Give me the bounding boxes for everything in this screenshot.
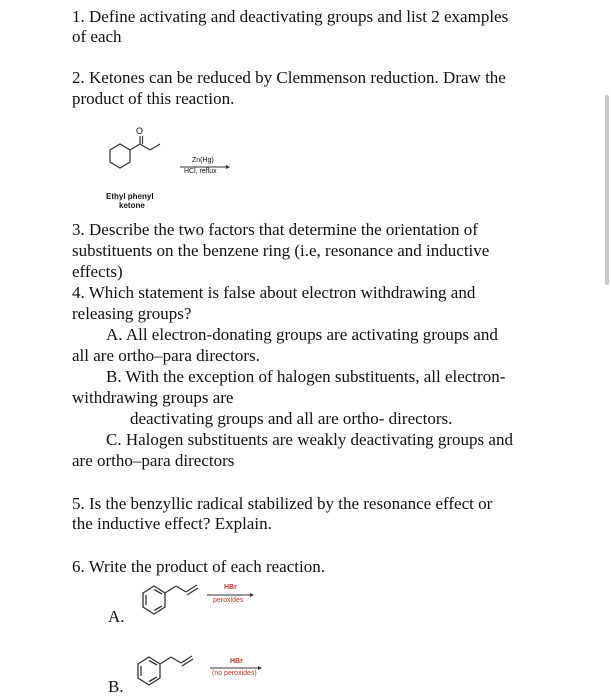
q6-part-b-label: B. <box>108 677 124 696</box>
reagent-no-peroxides: (no peroxides) <box>212 670 257 677</box>
q4-option-c-line1: C. Halogen substituents are weakly deactivating groups and <box>106 430 513 449</box>
q4-option-c-line2: are ortho–para directors <box>72 451 235 470</box>
q4-line1: 4. Which statement is false about electron withdrawing and <box>72 283 476 302</box>
reagent-hbr-a: HBr <box>224 584 237 591</box>
q4-option-b-line1: B. With the exception of halogen substituents, all electron- <box>106 367 506 386</box>
carbonyl-oxygen-label: O <box>136 126 144 136</box>
q2-line2: product of this reaction. <box>72 89 235 108</box>
reagent-hcl-reflux: HCl, reflux <box>184 168 217 175</box>
reagent-zn-hg: Zn(Hg) <box>192 157 214 164</box>
q5-line2: the inductive effect? Explain. <box>72 514 272 533</box>
q4-option-b-line3: deactivating groups and all are ortho- directors. <box>130 409 453 428</box>
scrollbar[interactable] <box>605 95 609 285</box>
q3-line1: 3. Describe the two factors that determine the orientation of <box>72 220 478 239</box>
q3-line2: substituents on the benzene ring (i.e, resonance and inductive <box>72 241 490 260</box>
q5-line1: 5. Is the benzyllic radical stabilized by the resonance effect or <box>72 494 493 513</box>
q4-option-b-line2: withdrawing groups are <box>72 388 234 407</box>
q4-option-a-line1: A. All electron-donating groups are activating groups and <box>106 325 498 344</box>
q3-line3: effects) <box>72 262 123 281</box>
reagent-hbr-b: HBr <box>230 658 243 665</box>
reagent-peroxides: peroxides <box>213 597 244 604</box>
q1-line1: 1. Define activating and deactivating groups and list 2 examples <box>72 7 509 26</box>
q1-line2: of each <box>72 27 122 46</box>
compound-name-line1: Ethyl phenyl <box>106 192 154 201</box>
q6-part-a-label: A. <box>108 607 125 626</box>
q6-line1: 6. Write the product of each reaction. <box>72 557 325 576</box>
q4-line2: releasing groups? <box>72 304 192 323</box>
compound-name-line2: ketone <box>119 201 145 210</box>
q4-option-a-line2: all are ortho–para directors. <box>72 346 260 365</box>
q2-line1: 2. Ketones can be reduced by Clemmenson reduction. Draw the <box>72 68 506 87</box>
